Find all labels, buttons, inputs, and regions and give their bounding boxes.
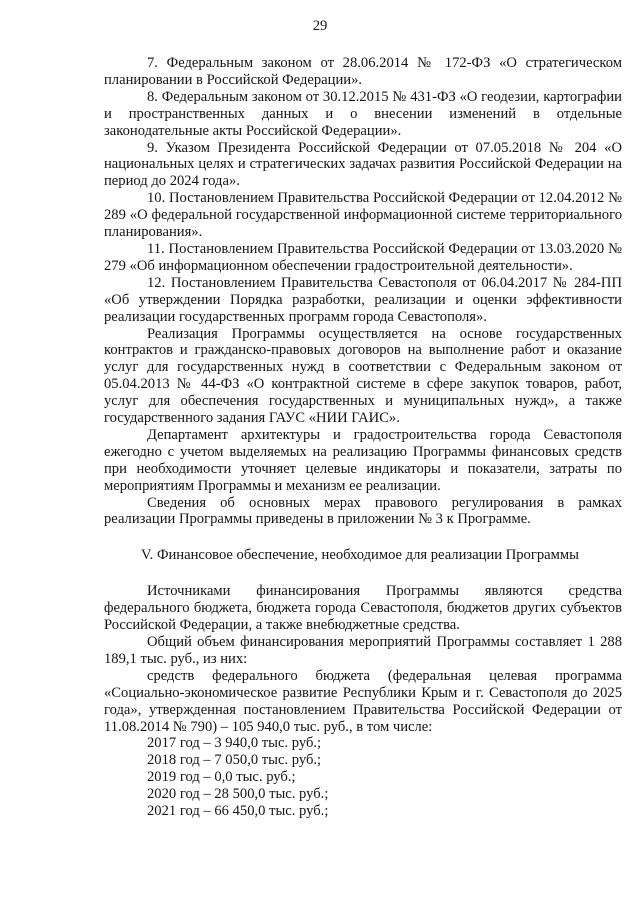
legal-act-item-9: 9. Указом Президента Российской Федерации от 07.05.2018 № 204 «О национальных целях и стратегических задачах развития Российской Федерации на период до 2024 года».: [104, 139, 622, 190]
funding-sources-paragraph: Источниками финансирования Программы являются средства федерального бюджета, бюджета города Севастополя, бюджетов других субъектов Российской Федерации, а также внебюджетные средства.: [104, 583, 622, 634]
year-2019-line: 2019 год – 0,0 тыс. руб.;: [147, 769, 296, 786]
legal-act-item-7: 7. Федеральным законом от 28.06.2014 № 172-ФЗ «О стратегическом планировании в Российской Федерации».: [104, 55, 622, 88]
document-body: [104, 55, 622, 820]
legal-act-item-8: 8. Федеральным законом от 30.12.2015 № 431-ФЗ «О геодезии, картографии и пространственных данных и о внесении изменений в отдельные законодательные акты Российской Федерации».: [104, 88, 622, 139]
legal-act-item-11: 11. Постановлением Правительства Российской Федерации от 13.03.2020 № 279 «Об информационном обеспечении градостроительной деятельности».: [104, 240, 622, 274]
legal-act-item-12: 12. Постановлением Правительства Севастополя от 06.04.2017 № 284-ПП «Об утверждении Порядка разработки, реализации и оценки эффективности реализации государственных программ города Севастополя».: [104, 274, 622, 325]
section-heading: V. Финансовое обеспечение, необходимое для реализации Программы: [141, 547, 579, 564]
year-2021-line: 2021 год – 66 450,0 тыс. руб.;: [147, 803, 329, 820]
page-number: 29: [312, 18, 328, 34]
year-2018-line: 2018 год – 7 050,0 тыс. руб.;: [147, 752, 322, 769]
department-paragraph: Департамент архитектуры и градостроительства города Севастополя ежегодно с учетом выделяемых на реализацию Программы финансовых средств при необходимости уточняет целевые индикаторы и показатели, затраты по мероприятиям Программы и механизм ее реализации.: [104, 426, 622, 494]
implementation-paragraph: Реализация Программы осуществляется на основе государственных контрактов и гражданско-правовых договоров на выполнение работ и оказание услуг для государственных нужд в соответствии с Федеральным законом от 05.04.2013 № 44-ФЗ «О контрактной системе в сфере закупок товаров, работ, услуг для обеспечения государственных и муниципальных нужд», а также государственного задания ГАУС «НИИ ГАИС».: [104, 325, 622, 427]
legal-regulation-paragraph: Сведения об основных мерах правового регулирования в рамках реализации Программы приведены в приложении № 3 к Программе.: [104, 494, 622, 528]
federal-budget-paragraph: средств федерального бюджета (федеральная целевая программа «Социально-экономическое развитие Республики Крым и г. Севастополя до 2025 года», утвержденная постановлением Правительства Российской Федерации от 11.08.2014 № 790) – 105 940,0 тыс. руб., в том числе:: [104, 667, 622, 735]
total-funding-paragraph: Общий объем финансирования мероприятий Программы составляет 1 288 189,1 тыс. руб., из них:: [104, 634, 622, 667]
year-2017-line: 2017 год – 3 940,0 тыс. руб.;: [147, 735, 322, 752]
year-2020-line: 2020 год – 28 500,0 тыс. руб.;: [147, 786, 329, 803]
legal-act-item-10: 10. Постановлением Правительства Российской Федерации от 12.04.2012 № 289 «О федеральной государственной информационной системе территориального планирования».: [104, 190, 622, 241]
